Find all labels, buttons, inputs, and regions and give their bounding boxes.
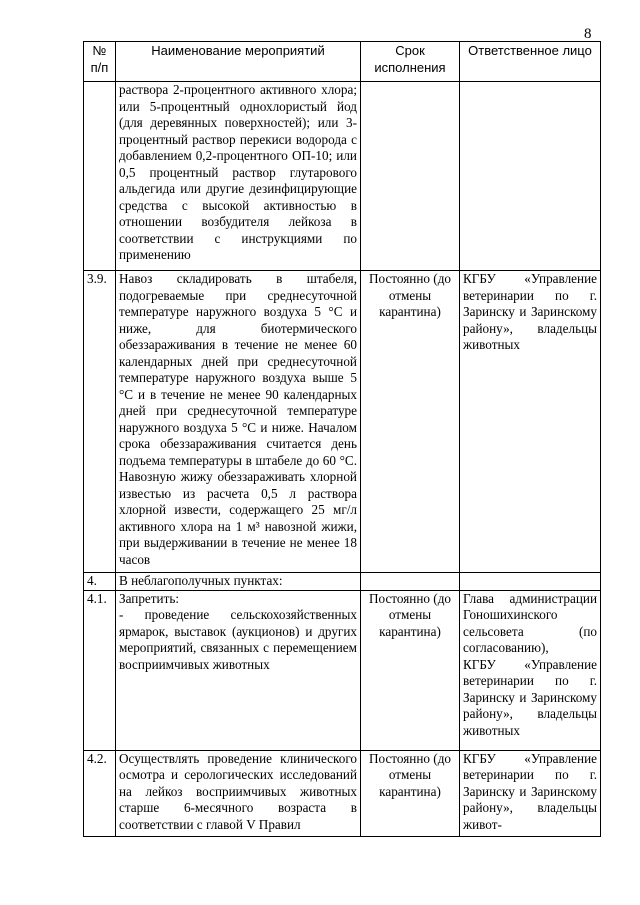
table-header-row: [84, 42, 601, 82]
row-description: Навоз складировать в штабеля, подогреваемые при среднесуточной температуре наружного воздуха 5 °С и ниже, для биотермического обеззараживания в течение не менее 60 календарных дней при среднесуточной температуре наружного воздуха выше 5 °С и в течение не менее 90 календарных дней при среднесуточной температуре наружного воздуха 5 °С и ниже. Началом срока обеззараживания считается день подъема температуры в штабеле до 60 °С. Навозную жижу обеззараживать хлорной известью из расчета 0,5 л раствора хлорной извести, содержащего 25 мг/л активного хлора на 1 м³ навозной жижи, при выдерживании в течение не менее 18 часов: [116, 271, 361, 573]
row-responsible: КГБУ «Управление ветеринарии по г. Заринску и Заринскому району», владельцы живот-: [460, 750, 601, 836]
row-responsible: [460, 590, 601, 750]
row-num: 4.: [84, 573, 116, 591]
row-description: [116, 590, 361, 750]
row-responsible-secondary: КГБУ «Управление ветеринарии по г. Заринску и Заринскому району», владельцы животных: [463, 656, 597, 738]
table-row: [84, 590, 601, 750]
table-row: [84, 750, 601, 836]
header-name: Наименование мероприятий: [116, 42, 361, 82]
row-num: 4.2.: [84, 750, 116, 836]
row-term: [361, 82, 460, 271]
row-responsible: КГБУ «Управление ветеринарии по г. Заринску и Заринскому району», владельцы животных: [460, 271, 601, 573]
row-description: раствора 2-процентного активного хлора; или 5-процентный однохлористый йод (для деревянных поверхностей); или 3-процентный раствор перекиси водорода с добавлением 0,2-процентного ОП-10; или 0,5 процентный раствор глутарового альдегида или другие дезинфицирующие средства с высокой активностью в отношении возбудителя лейкоза в соответствии с инструкциями по применению: [116, 82, 361, 271]
row-description: В неблагополучных пунктах:: [116, 573, 361, 591]
table-row: [84, 82, 601, 271]
row-term: Постоянно (до отмены карантина): [361, 590, 460, 750]
header-term: Срок исполнения: [361, 42, 460, 82]
table-row: [84, 573, 601, 591]
row-num: [84, 82, 116, 271]
row-num: 4.1.: [84, 590, 116, 750]
header-num: № п/п: [84, 42, 116, 82]
row-term: Постоянно (до отмены карантина): [361, 750, 460, 836]
row-responsible-primary: Глава администрации Гоношихинского сельсовета (по согласованию),: [463, 590, 597, 655]
measures-table: [83, 41, 601, 837]
row-description-title: Запретить:: [119, 590, 180, 606]
row-description-item: - проведение сельскохозяйственных ярмарок, выставок (аукционов) и других мероприятий, связанных с перемещением восприимчивых животных: [119, 607, 357, 672]
row-responsible: [460, 573, 601, 591]
row-description: Осуществлять проведение клинического осмотра и серологических исследований на лейкоз восприимчивых животных старше 6-месячного возраста в соответствии с главой V Правил: [116, 750, 361, 836]
row-responsible: [460, 82, 601, 271]
row-term: Постоянно (до отмены карантина): [361, 271, 460, 573]
row-num: 3.9.: [84, 271, 116, 573]
row-term: [361, 573, 460, 591]
page-number: 8: [584, 26, 592, 42]
header-responsible: Ответственное лицо: [460, 42, 601, 82]
table-row: [84, 271, 601, 573]
